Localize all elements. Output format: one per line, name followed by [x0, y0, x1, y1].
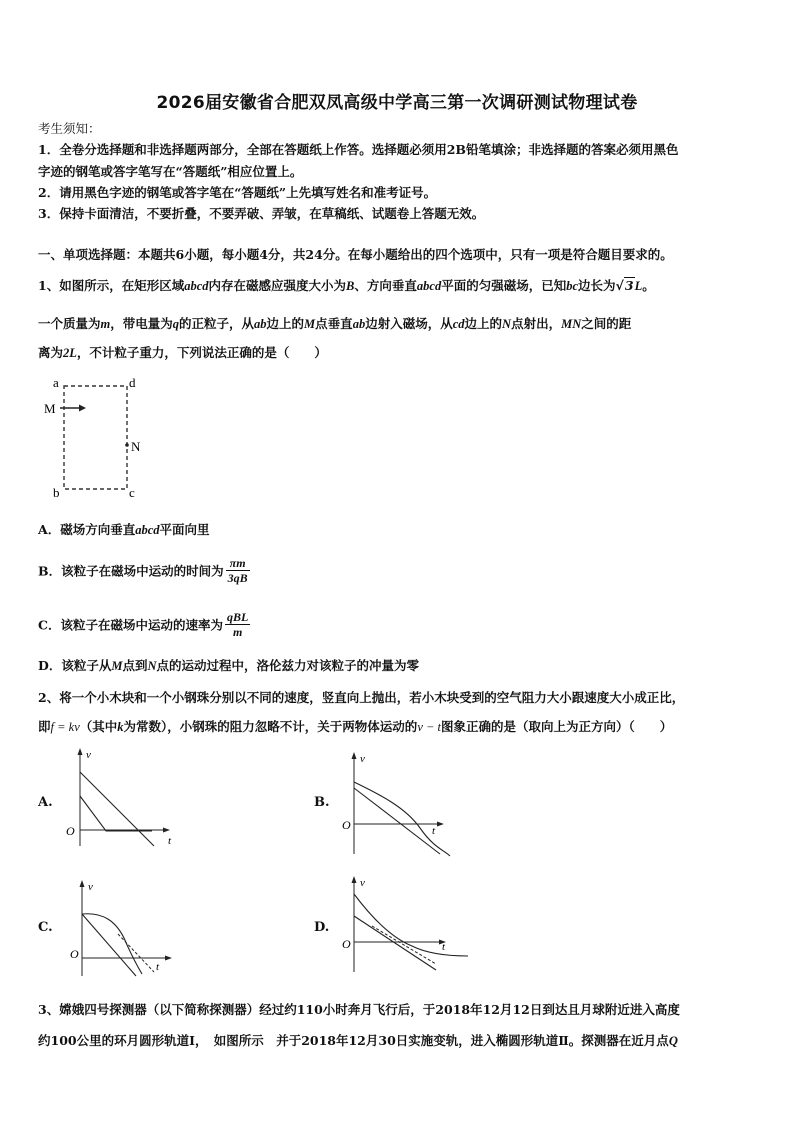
- q1-var-ab: ab: [352, 317, 366, 331]
- q1-option-c: [38, 610, 758, 639]
- wood-block-curve: [354, 894, 468, 956]
- option-text: A．磁场方向垂直: [38, 522, 136, 537]
- label-b: b: [53, 485, 60, 500]
- origin-label: O: [342, 818, 351, 832]
- label-N: N: [131, 439, 141, 454]
- q1-figure: [40, 372, 150, 502]
- q1-var-bc: bc: [566, 279, 579, 293]
- graph-d: [336, 874, 476, 974]
- graph-b: [336, 750, 466, 860]
- notice-heading: 考生须知：: [38, 121, 101, 136]
- q1-text: 一个质量为: [38, 316, 101, 331]
- q1-text: 的正粒子，从: [179, 316, 255, 331]
- q2-option-b-label: B.: [314, 795, 330, 810]
- label-M: M: [44, 401, 56, 416]
- q1-line-3: [38, 343, 758, 361]
- notice-item-1: 1．全卷分选择题和非选择题两部分，全部在答题纸上作答。选择题必须用2B铅笔填涂；非选择题的答案必须用黑色: [38, 142, 679, 157]
- tangent-dashed-line: [118, 934, 154, 972]
- q2-option-c-label: C.: [38, 920, 53, 935]
- q1-var-N: N: [502, 317, 512, 331]
- wood-block-curve: [82, 914, 142, 974]
- q1-var-abcd: abcd: [184, 279, 209, 293]
- section-heading: 一、单项选择题：本题共6小题，每小题4分，共24分。在每小题给出的四个选项中，只有一项是符合题目要求的。: [38, 247, 673, 262]
- arrow-head-icon: [79, 405, 86, 412]
- q1-line-1: [38, 276, 758, 294]
- q2-line-2: [38, 717, 758, 735]
- q1-text: 边上的: [464, 316, 503, 331]
- q1-var-2L: 2L: [63, 346, 77, 360]
- label-a: a: [53, 375, 59, 390]
- tangent-dashed-line: [372, 926, 436, 964]
- q1-var-L: L: [634, 279, 643, 293]
- page-title: 2026届安徽省合肥双凤高级中学高三第一次调研测试物理试卷: [156, 93, 638, 113]
- q2-option-d-label: D.: [314, 920, 330, 935]
- steel-ball-line: [354, 788, 440, 854]
- wood-block-line: [80, 796, 152, 831]
- axis-label-v: v: [360, 877, 365, 889]
- notice-item-3: 3．保持卡面清洁，不要折叠，不要弄破、弄皱，在草稿纸、试题卷上答题无效。: [38, 206, 485, 221]
- q2-text: 即: [38, 719, 51, 734]
- q1-text: 边射入磁场，从: [365, 316, 453, 331]
- q3-line-1: 3、嫦娥四号探测器（以下简称探测器）经过约110小时奔月飞行后，于2018年12月12日到达且月球附近进入高度: [38, 1002, 680, 1017]
- q1-text: 边长为: [578, 278, 616, 293]
- q1-text: 平面的匀强磁场，已知: [441, 278, 567, 293]
- fraction-denominator: m: [232, 625, 243, 639]
- fraction-numerator: qBL: [226, 610, 249, 624]
- option-text: C．该粒子在磁场中运动的速率为: [38, 617, 223, 633]
- q1-var-M: M: [111, 659, 123, 673]
- q1-option-d: [38, 656, 758, 674]
- axis-arrow-icon: [352, 752, 357, 759]
- q1-option-b: [38, 556, 758, 585]
- wood-block-curve: [354, 782, 450, 856]
- q2-text: 图象正确的是（取向上为正方向）（ ）: [441, 719, 673, 734]
- axis-label-v: v: [360, 753, 365, 765]
- q1-var-cd: cd: [452, 317, 465, 331]
- q2-vt: v − t: [417, 720, 442, 734]
- origin-label: O: [342, 937, 351, 951]
- q1-sqrt-3: 3: [624, 278, 634, 293]
- origin-label: O: [66, 824, 75, 838]
- q2-text: 为常数），小钢珠的阻力忽略不计，关于两物体运动的: [123, 719, 418, 734]
- notice-item-2: 2．请用黑色字迹的钢笔或答字笔在“答题纸”上先填写姓名和准考证号。: [38, 185, 437, 200]
- option-text: 点到: [122, 658, 148, 673]
- fraction-numerator: πm: [226, 556, 250, 571]
- q1-var-B: B: [346, 279, 355, 293]
- q1-text: 之间的距: [581, 316, 632, 331]
- steel-ball-line: [354, 916, 436, 970]
- q2-formula: f = kv: [50, 720, 80, 734]
- q1-text: 内存在磁感应强度大小为: [208, 278, 347, 293]
- q2-option-a-label: A.: [38, 795, 53, 810]
- q1-text: 边上的: [266, 316, 305, 331]
- q1-var-N: N: [147, 659, 157, 673]
- axis-label-t: t: [432, 825, 436, 837]
- point-N: [125, 443, 129, 447]
- option-text: B．该粒子在磁场中运动的时间为: [38, 563, 224, 579]
- axis-label-v: v: [86, 749, 91, 761]
- fraction-speed: [225, 610, 250, 639]
- q1-text: ，带电量为: [110, 316, 173, 331]
- axis-arrow-icon: [437, 822, 444, 827]
- notice-item-1-cont: 字迹的钢笔或答字笔写在“答题纸”相应位置上。: [38, 164, 303, 179]
- q2-var-k: k: [117, 720, 124, 734]
- q1-var-ab: ab: [254, 317, 267, 331]
- q1-text: 点射出，: [511, 316, 562, 331]
- origin-label: O: [70, 947, 79, 961]
- fraction-time: [226, 556, 250, 585]
- q1-option-a: [38, 520, 758, 538]
- option-text: 点的运动过程中，洛伦兹力对该粒子的冲量为零: [156, 658, 420, 673]
- magnetic-field-region: [64, 386, 127, 489]
- graph-c: [64, 878, 184, 978]
- q1-text: 点垂直: [315, 316, 353, 331]
- sqrt-symbol: √: [615, 278, 624, 293]
- q1-var-abcd: abcd: [416, 279, 442, 293]
- q3-text: 约100公里的环月圆形轨道Ⅰ， 如图所示 并于2018年12月30日实施变轨，进入椭圆形轨道Ⅱ。探测器在近月点: [38, 1033, 669, 1048]
- axis-arrow-icon: [80, 880, 85, 887]
- q1-var-m: m: [100, 317, 111, 331]
- axis-label-v: v: [88, 881, 93, 893]
- steel-ball-line: [80, 772, 154, 846]
- q1-var-M: M: [304, 317, 316, 331]
- q1-var-q: q: [172, 317, 180, 331]
- axis-arrow-icon: [165, 956, 172, 961]
- q2-line-1: 2、将一个小木块和一个小钢珠分别以不同的速度，竖直向上抛出，若小木块受到的空气阻力大小跟速度大小成正比，: [38, 690, 685, 705]
- axis-label-t: t: [168, 835, 172, 847]
- axis-arrow-icon: [78, 748, 83, 755]
- option-text: 平面向里: [159, 522, 210, 537]
- q1-text: 离为: [38, 345, 64, 360]
- q1-var-abcd: abcd: [135, 523, 160, 537]
- axis-arrow-icon: [352, 876, 357, 883]
- q3-line-2: [38, 1031, 758, 1049]
- q1-text: ，不计粒子重力，下列说法正确的是（ ）: [76, 345, 327, 360]
- q1-text: 1、如图所示，在矩形区域: [38, 278, 185, 293]
- fraction-denominator: 3qB: [227, 571, 248, 585]
- steel-ball-line: [82, 914, 136, 976]
- label-c: c: [129, 485, 135, 500]
- q1-line-2: [38, 314, 758, 332]
- q3-var-Q: Q: [668, 1034, 678, 1048]
- q2-text: （其中: [79, 719, 118, 734]
- option-text: D．该粒子从: [38, 658, 112, 673]
- q1-text: 、方向垂直: [354, 278, 417, 293]
- axis-arrow-icon: [163, 828, 170, 833]
- axis-label-t: t: [156, 961, 160, 973]
- graph-a: [62, 746, 182, 852]
- q1-text: 。: [642, 278, 655, 293]
- axis-label-t: t: [442, 941, 446, 953]
- label-d: d: [129, 375, 136, 390]
- q1-var-MN: MN: [561, 317, 582, 331]
